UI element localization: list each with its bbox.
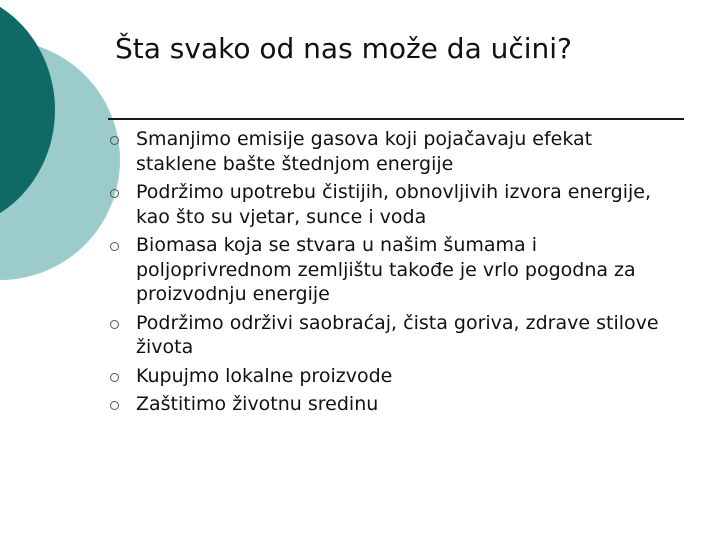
- bullet-text: Smanjimo emisije gasova koji pojačavaju efekat staklene bašte štednjom energije: [136, 128, 593, 175]
- bullet-text: Kupujmo lokalne proizvode: [136, 364, 393, 387]
- hollow-circle-icon: [110, 189, 119, 198]
- bullet-item: [108, 364, 678, 389]
- bullet-item: [108, 311, 678, 360]
- hollow-circle-icon: [110, 320, 119, 329]
- hollow-circle-icon: [110, 373, 119, 382]
- bullet-item: [108, 180, 678, 229]
- bullet-item: [108, 392, 678, 417]
- bullet-text: Biomasa koja se stvara u našim šumama i poljoprivrednom zemljištu takođe je vrlo pogodna za proizvodnju energije: [136, 234, 636, 305]
- bullet-item: [108, 127, 678, 176]
- hollow-circle-icon: [110, 242, 119, 251]
- bullet-list: [108, 127, 678, 421]
- bullet-text: Zaštitimo životnu sredinu: [136, 393, 379, 415]
- hollow-circle-icon: [110, 136, 119, 145]
- bullet-text: Podržimo održivi saobraćaj, čista goriva, zdrave stilove života: [136, 311, 659, 358]
- slide-title: Šta svako od nas može da učini?: [115, 32, 572, 65]
- hollow-circle-icon: [110, 401, 119, 410]
- title-divider: [108, 118, 684, 120]
- bullet-item: [108, 233, 678, 307]
- bullet-text: Podržimo upotrebu čistijih, obnovljivih izvora energije, kao što su vjetar, sunce i voda: [136, 181, 652, 228]
